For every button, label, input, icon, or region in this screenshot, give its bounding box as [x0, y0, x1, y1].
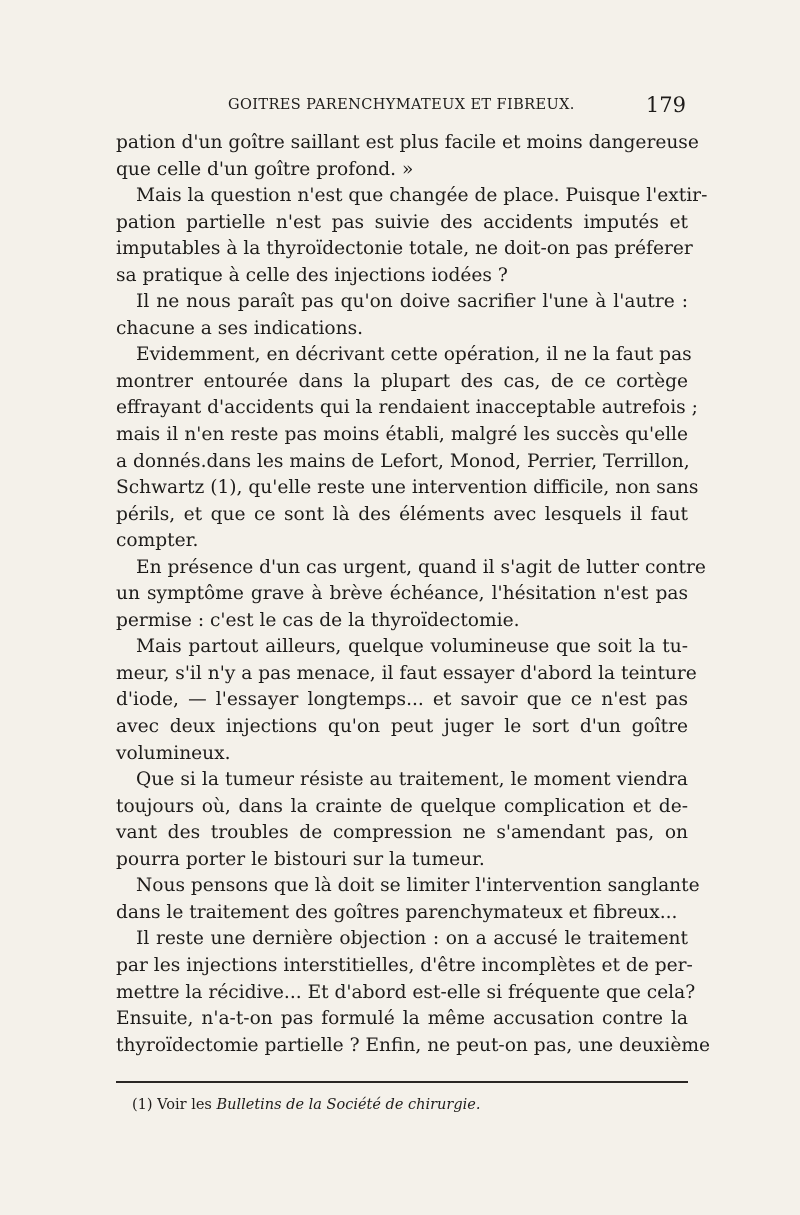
paragraph	[116, 926, 710, 1059]
text-line: vant des troubles de compression ne s'amendant pas, on	[116, 822, 688, 844]
text-line: un symptôme grave à brève échéance, l'hésitation n'est pas	[116, 583, 688, 605]
footnote-title: Bulletins de la Société de chirurgie.	[216, 1097, 481, 1113]
footnote	[132, 1097, 480, 1113]
body-text	[116, 130, 710, 1059]
text-line: montrer entourée dans la plupart des cas, de ce cortège	[116, 370, 688, 392]
paragraph	[116, 555, 706, 635]
text-line: chacune a ses indications.	[116, 317, 364, 339]
text-line: pation d'un goître saillant est plus facile et moins dangereuse	[116, 132, 699, 153]
text-line: Evidemment, en décrivant cette opération, il ne la faut pas	[136, 344, 692, 366]
paragraph	[116, 183, 708, 289]
paragraph	[116, 289, 688, 342]
paragraph	[116, 767, 688, 873]
paragraph	[116, 130, 699, 183]
text-line: sa pratique à celle des injections iodées ?	[116, 264, 508, 286]
text-line: Il reste une dernière objection : on a accusé le traitement	[136, 928, 688, 950]
footnote-marker: (1) Voir les	[132, 1097, 212, 1113]
text-line: pation partielle n'est pas suivie des accidents imputés et	[116, 211, 688, 233]
text-line: que celle d'un goître profond. »	[116, 158, 414, 180]
text-line: dans le traitement des goîtres parenchymateux et fibreux...	[116, 901, 678, 923]
text-line: volumineux.	[116, 742, 231, 764]
footnote-rule	[116, 1081, 688, 1083]
text-line: Mais partout ailleurs, quelque volumineuse que soit la tu-	[136, 636, 688, 658]
paragraph	[116, 634, 697, 767]
text-line: Que si la tumeur résiste au traitement, le moment viendra	[136, 769, 688, 791]
text-line: Schwartz (1), qu'elle reste une intervention difficile, non sans	[116, 477, 699, 499]
text-line: mettre la récidive... Et d'abord est-elle si fréquente que cela?	[116, 981, 696, 1003]
text-line: Ensuite, n'a-t-on pas formulé la même accusation contre la	[116, 1008, 688, 1030]
text-line: meur, s'il n'y a pas menace, il faut essayer d'abord la teinture	[116, 662, 697, 684]
text-line: En présence d'un cas urgent, quand il s'agit de lutter contre	[136, 556, 706, 578]
text-line: mais il n'en reste pas moins établi, malgré les succès qu'elle	[116, 424, 688, 446]
paragraph	[116, 342, 699, 554]
page-header	[228, 93, 688, 119]
page-number: 179	[645, 93, 686, 117]
text-line: a donnés.dans les mains de Lefort, Monod, Perrier, Terrillon,	[116, 450, 690, 472]
text-line: Il ne nous paraît pas qu'on doive sacrifier l'une à l'autre :	[136, 291, 688, 313]
text-line: effrayant d'accidents qui la rendaient inacceptable autrefois ;	[116, 397, 698, 419]
running-title: GOITRES PARENCHYMATEUX ET FIBREUX.	[228, 97, 575, 113]
text-line: Mais la question n'est que changée de place. Puisque l'extir-	[136, 185, 708, 207]
text-line: Nous pensons que là doit se limiter l'intervention sanglante	[136, 875, 700, 897]
text-line: avec deux injections qu'on peut juger le sort d'un goître	[116, 716, 688, 738]
text-line: par les injections interstitielles, d'être incomplètes et de per-	[116, 954, 693, 976]
text-line: thyroïdectomie partielle ? Enfin, ne peut-on pas, une deuxième	[116, 1034, 710, 1056]
text-line: périls, et que ce sont là des éléments avec lesquels il faut	[116, 503, 688, 525]
text-line: toujours où, dans la crainte de quelque complication et de-	[116, 795, 688, 817]
text-line: permise : c'est le cas de la thyroïdectomie.	[116, 609, 520, 631]
text-line: pourra porter le bistouri sur la tumeur.	[116, 848, 485, 870]
text-line: d'iode, — l'essayer longtemps... et savoir que ce n'est pas	[116, 689, 688, 711]
text-line: imputables à la thyroïdectonie totale, ne doit-on pas préferer	[116, 238, 693, 260]
paragraph	[116, 873, 700, 926]
text-line: compter.	[116, 530, 199, 552]
